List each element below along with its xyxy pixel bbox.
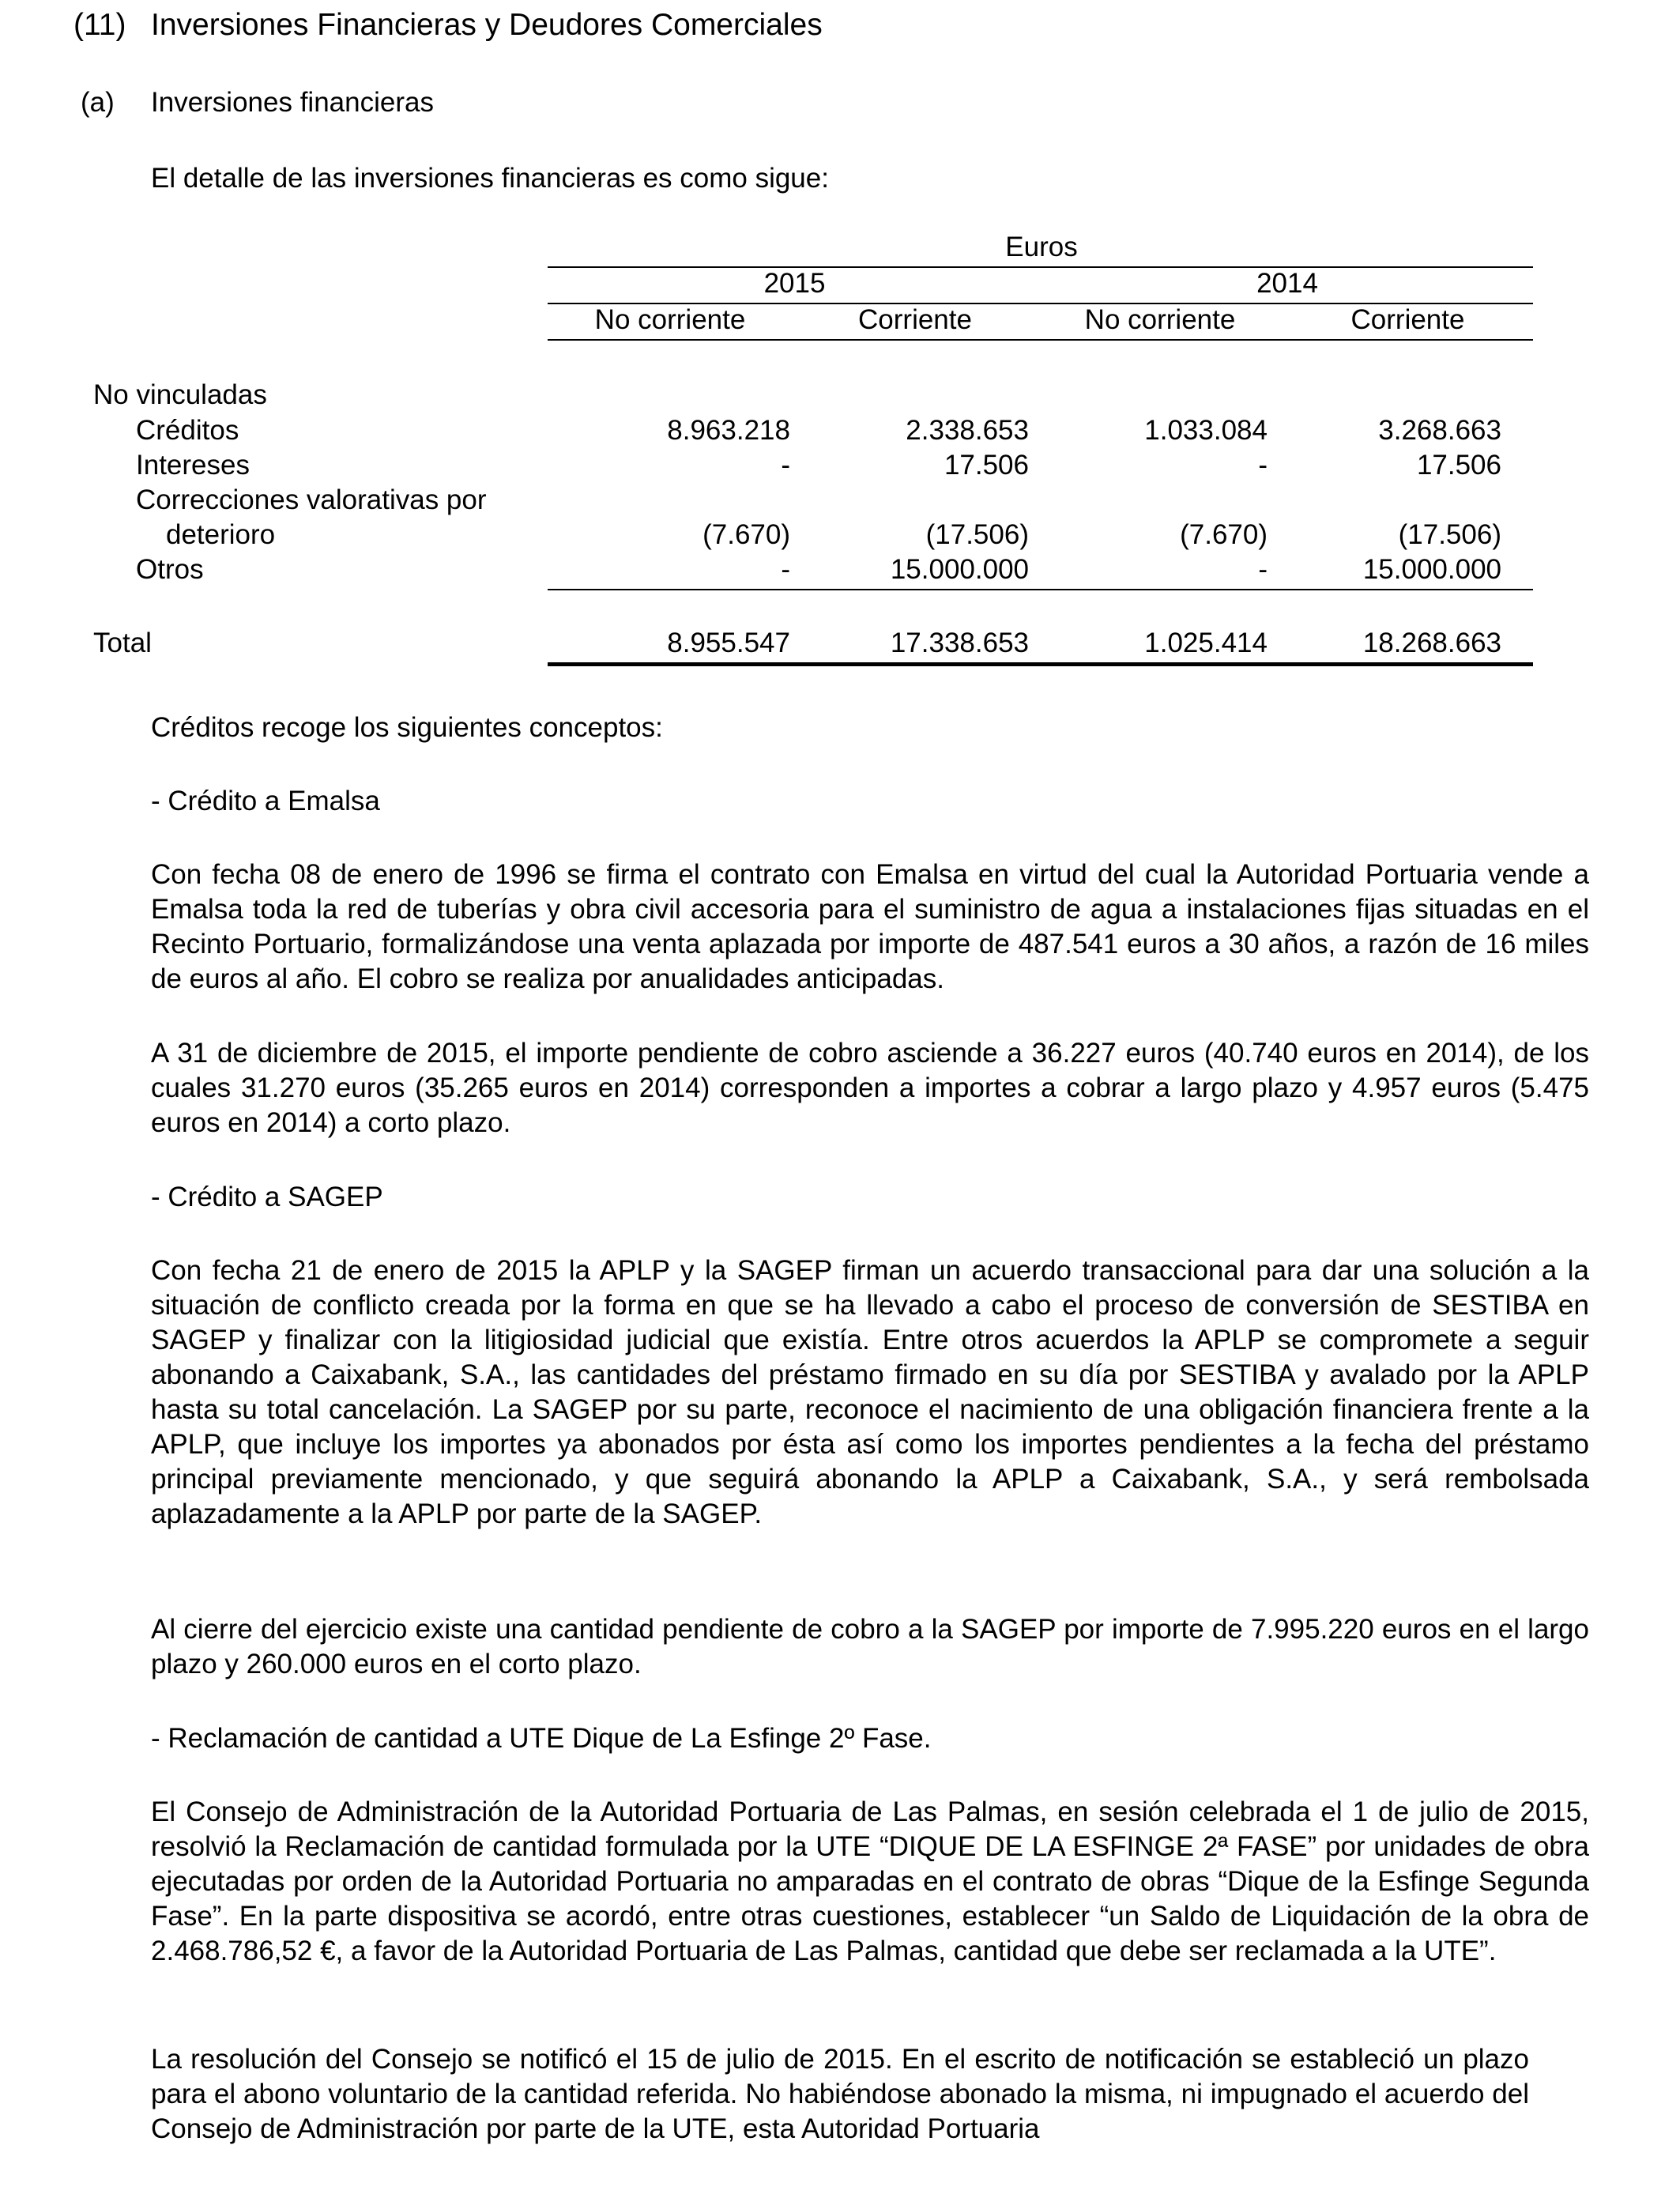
currency-header: Euros (1005, 232, 1078, 262)
sagep-paragraph-1: Con fecha 21 de enero de 2015 la APLP y la SAGEP firman un acuerdo transaccional para dar una solución a la situación de conflicto creada por la forma en que se ha llevado a cabo el proceso de conversión de SESTIBA en SAGEP y finalizar con la litigiosidad judicial que existía. Entre otros acuerdos la APLP se compromete a seguir abonando a Caixabank, S.A., las cantidades del préstamo firmado en su día por SESTIBA y avalado por la APLP hasta su total cancelación. La SAGEP por su parte, reconoce el nacimiento de una obligación financiera frente a la APLP, que incluye los importes ya abonados por ésta así como los importes pendientes a la fecha del préstamo principal previamente mencionado, y que seguirá abonando la APLP a Caixabank, S.A., y será rembolsada aplazadamente a la APLP por parte de la SAGEP. (151, 1255, 1589, 1529)
row-label: Créditos (136, 415, 239, 446)
table-cell: 15.000.000 (1362, 554, 1501, 585)
sagep-title: - Crédito a SAGEP (151, 1182, 383, 1212)
table-cell: (7.670) (703, 519, 790, 550)
row-label: Intereses (136, 450, 250, 481)
table-cell: - (1258, 554, 1268, 585)
group-label: No vinculadas (93, 379, 267, 410)
table-cell: 1.025.414 (1144, 628, 1268, 658)
year-2014-header: 2014 (1256, 268, 1318, 299)
total-label: Total (93, 628, 152, 658)
column-rule (548, 339, 1533, 341)
table-cell: 3.268.663 (1378, 415, 1501, 446)
ute-paragraph-1: El Consejo de Administración de la Autoridad Portuaria de Las Palmas, en sesión celebrada el 1 de julio de 2015, resolvió la Reclamación de cantidad formulada por la UTE “DIQUE DE LA ESFINGE 2ª FASE” por unidades de obra ejecutadas por orden de la Autoridad Portuaria no amparadas en el contrato de obras “Dique de la Esfinge Segunda Fase”. En la parte dispositiva se acordó, entre otras cuestiones, establecer “un Saldo de Liquidación de la obra de 2.468.786,52 €, a favor de la Autoridad Portuaria de Las Palmas, cantidad que debe ser reclamada a la UTE”. (151, 1796, 1589, 1966)
row-label-continuation: deterioro (166, 519, 276, 550)
ute-title: - Reclamación de cantidad a UTE Dique de La Esfinge 2º Fase. (151, 1723, 932, 1754)
table-cell: 17.506 (1416, 450, 1501, 481)
subtotal-rule (548, 589, 1533, 590)
creditos-intro: Créditos recoge los siguientes conceptos: (151, 712, 663, 743)
col-header-2015-corriente: Corriente (858, 304, 972, 335)
intro-text: El detalle de las inversiones financieras es como sigue: (151, 163, 829, 194)
table-cell: 2.338.653 (906, 415, 1029, 446)
emalsa-title: - Crédito a Emalsa (151, 786, 380, 816)
subsection-letter: (a) (81, 87, 115, 118)
section-title: Inversiones Financieras y Deudores Comerciales (151, 8, 823, 42)
table-cell: 17.338.653 (890, 628, 1029, 658)
table-cell: 15.000.000 (890, 554, 1029, 585)
table-cell: (7.670) (1180, 519, 1268, 550)
table-cell: (17.506) (1398, 519, 1501, 550)
table-cell: 1.033.084 (1144, 415, 1268, 446)
section-number: (11) (73, 8, 126, 42)
table-cell: - (781, 554, 790, 585)
table-cell: (17.506) (925, 519, 1029, 550)
subsection-title: Inversiones financieras (151, 87, 434, 118)
table-cell: - (1258, 450, 1268, 481)
table-cell: 8.955.547 (667, 628, 790, 658)
total-double-rule (548, 662, 1533, 666)
emalsa-paragraph-2: A 31 de diciembre de 2015, el importe pendiente de cobro asciende a 36.227 euros (40.740 euros en 2014), de los cuales 31.270 euros (35.265 euros en 2014) corresponden a importes a cobrar a largo plazo y 4.957 euros (5.475 euros en 2014) a corto plazo. (151, 1038, 1589, 1138)
col-header-2015-no-corriente: No corriente (594, 304, 746, 335)
col-header-2014-no-corriente: No corriente (1084, 304, 1236, 335)
col-header-2014-corriente: Corriente (1350, 304, 1465, 335)
sagep-paragraph-2: Al cierre del ejercicio existe una cantidad pendiente de cobro a la SAGEP por importe de 7.995.220 euros en el largo plazo y 260.000 euros en el corto plazo. (151, 1614, 1589, 1679)
row-label: Correcciones valorativas por (136, 484, 487, 515)
emalsa-paragraph-1: Con fecha 08 de enero de 1996 se firma el contrato con Emalsa en virtud del cual la Autoridad Portuaria vende a Emalsa toda la red de tuberías y obra civil accesoria para el suministro de agua a instalaciones fijas situadas en el Recinto Portuario, formalizándose una venta aplazada por importe de 487.541 euros a 30 años, a razón de 16 miles de euros al año. El cobro se realiza por anualidades anticipadas. (151, 859, 1589, 994)
year-2015-header: 2015 (763, 268, 826, 299)
table-cell: 17.506 (944, 450, 1029, 481)
table-cell: 18.268.663 (1362, 628, 1501, 658)
table-cell: 8.963.218 (667, 415, 790, 446)
row-label: Otros (136, 554, 204, 585)
table-cell: - (781, 450, 790, 481)
ute-paragraph-2: La resolución del Consejo se notificó el 15 de julio de 2015. En el escrito de notificación se estableció un plazo para el abono voluntario de la cantidad referida. No habiéndose abonado la misma, ni impugnado el acuerdo del Consejo de Administración por parte de la UTE, esta Autoridad Portuaria (151, 2044, 1529, 2144)
